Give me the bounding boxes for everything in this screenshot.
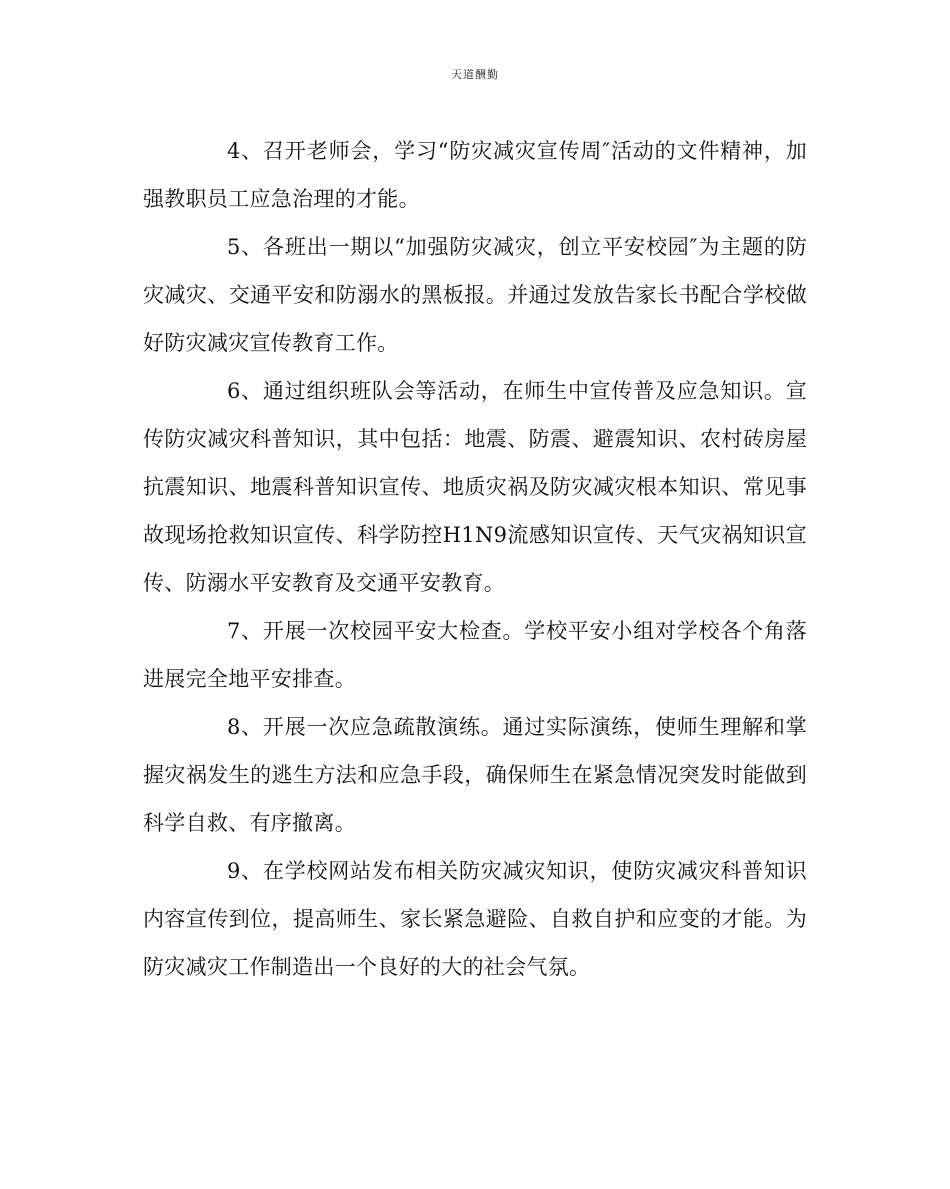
paragraph-item-6: 6、通过组织班队会等活动，在师生中宣传普及应急知识。宣传防灾减灾科普知识，其中包括：地震、防震、避震知识、农村砖房屋抗震知识、地震科普知识宣传、地质灾祸及防灾减灾根本知识、常见事故现场抢救知识宣传、科学防控H1N9流感知识宣传、天气灾祸知识宣传、防溺水平安教育及交通平安教育。 — [143, 379, 807, 595]
document-body — [143, 127, 807, 991]
paragraph-item-4: 4、召开老师会，学习“防灾减灾宣传周″活动的文件精神，加强教职员工应急治理的才能。 — [143, 139, 807, 211]
paragraph-item-8: 8、开展一次应急疏散演练。通过实际演练，使师生理解和掌握灾祸发生的逃生方法和应急手段，确保师生在紧急情况突发时能做到科学自救、有序撤离。 — [143, 715, 807, 835]
paragraph-item-7: 7、开展一次校园平安大检查。学校平安小组对学校各个角落进展完全地平安排查。 — [143, 619, 807, 691]
paragraph-item-5: 5、各班出一期以“加强防灾减灾，创立平安校园″为主题的防灾减灾、交通平安和防溺水的黑板报。并通过发放告家长书配合学校做好防灾减灾宣传教育工作。 — [143, 235, 807, 355]
page-header: 天道酬勤 — [451, 68, 499, 81]
paragraph-item-9: 9、在学校网站发布相关防灾减灾知识，使防灾减灾科普知识内容宣传到位，提高师生、家长紧急避险、自救自护和应变的才能。为防灾减灾工作制造出一个良好的大的社会气氛。 — [143, 859, 807, 979]
